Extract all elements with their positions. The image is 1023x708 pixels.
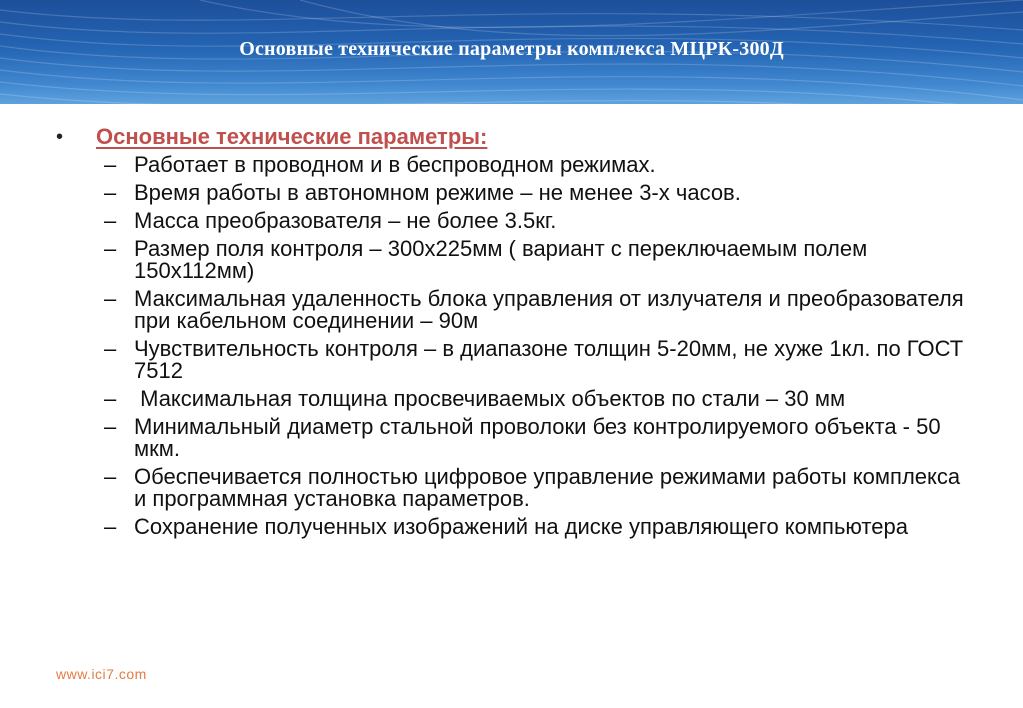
dash-icon: – bbox=[104, 336, 117, 361]
main-bullet bbox=[56, 124, 976, 150]
dash-icon: – bbox=[104, 180, 117, 205]
list-item-text: Время работы в автономном режиме – не менее 3-х часов. bbox=[134, 180, 741, 205]
footer-url[interactable]: www.ici7.com bbox=[56, 666, 147, 682]
main-content bbox=[56, 124, 976, 544]
list-item-text: Максимальная удаленность блока управления от излучателя и преобразователя при кабельном соединении – 90м bbox=[134, 286, 964, 333]
dash-icon: – bbox=[104, 386, 117, 411]
list-item-text: Размер поля контроля – 300х225мм ( вариант с переключаемым полем 150х112мм) bbox=[134, 236, 868, 283]
list-item-text: Максимальная толщина просвечиваемых объектов по стали – 30 мм bbox=[134, 386, 846, 411]
list-item-text: Чувствительность контроля – в диапазоне толщин 5-20мм, не хуже 1кл. по ГОСТ 7512 bbox=[134, 336, 964, 383]
dash-icon: – bbox=[104, 152, 117, 177]
list-item-text: Масса преобразователя – не более 3.5кг. bbox=[134, 208, 557, 233]
list-item-text: Обеспечивается полностью цифровое управление режимами работы комплекса и программная установка параметров. bbox=[134, 464, 961, 511]
list-item bbox=[104, 288, 976, 332]
list-item-text: Сохранение полученных изображений на диске управляющего компьютера bbox=[134, 514, 908, 539]
list-item bbox=[104, 210, 976, 232]
page-title: Основные технические параметры комплекса МЦРК-300Д bbox=[239, 37, 784, 60]
dash-icon: – bbox=[104, 514, 117, 539]
section-heading: Основные технические параметры: bbox=[96, 124, 488, 149]
list-item bbox=[104, 388, 976, 410]
parameters-list bbox=[56, 154, 976, 538]
list-item bbox=[104, 338, 976, 382]
list-item bbox=[104, 182, 976, 204]
dash-icon: – bbox=[104, 464, 117, 489]
list-item bbox=[104, 466, 976, 510]
dash-icon: – bbox=[104, 286, 117, 311]
list-item-text: Работает в проводном и в беспроводном режимах. bbox=[134, 152, 656, 177]
list-item bbox=[104, 516, 976, 538]
list-item bbox=[104, 238, 976, 282]
list-item bbox=[104, 154, 976, 176]
header-banner bbox=[0, 0, 1023, 104]
dash-icon: – bbox=[104, 414, 117, 439]
dash-icon: – bbox=[104, 208, 117, 233]
list-item bbox=[104, 416, 976, 460]
bullet-icon: • bbox=[56, 126, 64, 148]
list-item-text: Минимальный диаметр стальной проволоки без контролируемого объекта - 50 мкм. bbox=[134, 414, 941, 461]
dash-icon: – bbox=[104, 236, 117, 261]
